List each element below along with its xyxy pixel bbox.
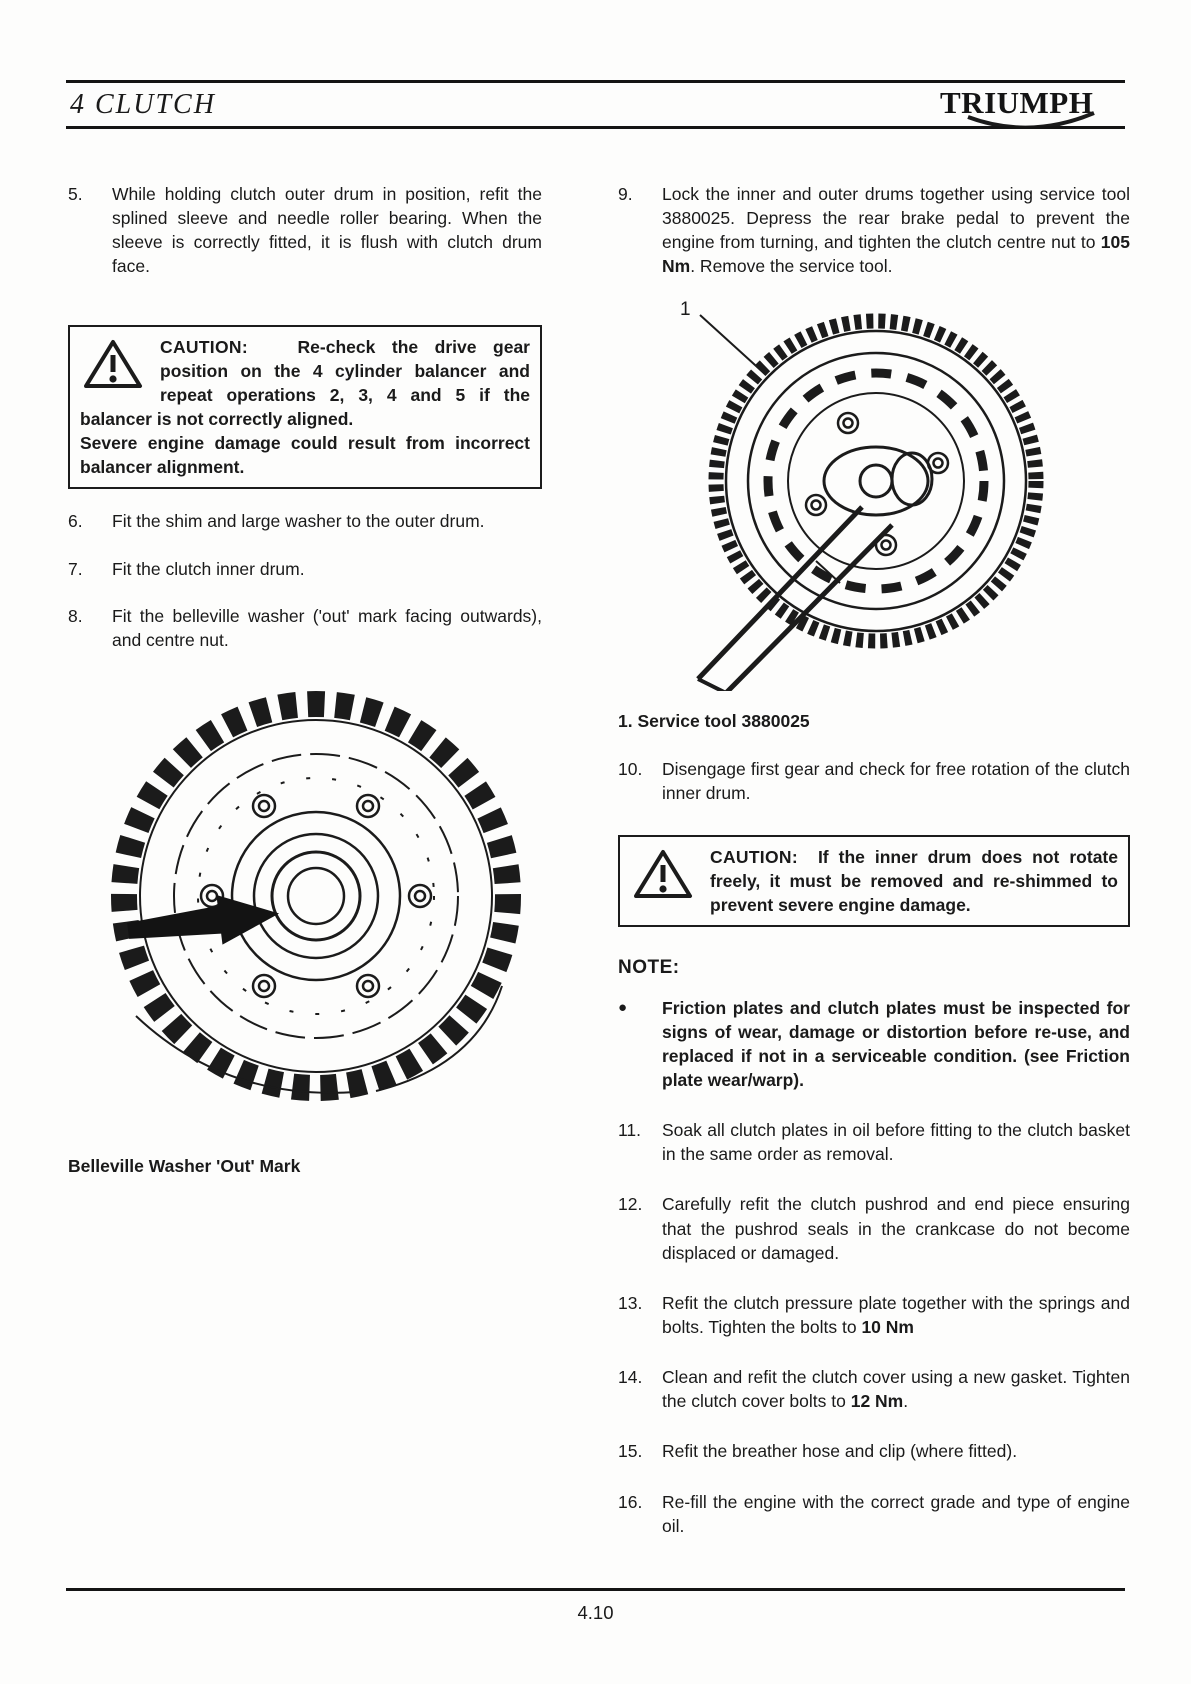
step-6 [68,509,542,533]
caution-text [630,845,1118,917]
page-title: 4 CLUTCH [70,89,216,120]
step-12 [618,1192,1130,1264]
caution-body: If the inner drum does not rotate freely, it must be removed and re-shimmed to prevent severe engine damage. [710,846,1118,916]
figure-caption-service-tool: 1. Service tool 3880025 [618,710,810,731]
caution-label: CAUTION: [710,846,798,867]
torque-value: 10 Nm [861,1317,914,1338]
step-text: Disengage first gear and check for free rotation of the clutch inner drum. [662,758,1130,803]
left-column [68,182,542,1178]
step-11 [618,1118,1130,1166]
step-10 [618,757,1130,805]
caution-body: Re-check the drive gear position on the 4 cylinder balancer and repeat operations 2, 3, 4 and 5 if the balancer is not correctly aligned. [80,336,530,429]
step-16 [618,1490,1130,1538]
step-15 [618,1439,1130,1463]
step-text: Refit the breather hose and clip (where fitted). [662,1441,1018,1462]
step-8 [68,604,542,652]
step-9 [618,182,1130,279]
torque-value: 105 Nm [662,232,1130,277]
step-text-post: . [903,1391,909,1412]
caution-label: CAUTION: [160,336,248,357]
step-7 [68,557,542,581]
step-number: 12. [618,1194,643,1215]
right-column [618,182,1130,1538]
step-number: 5. [68,184,83,204]
step-5 [68,182,542,279]
note-text: Friction plates and clutch plates must be inspected for signs of wear, damage or distortion before re-use, and replaced if not in a serviceable condition. (see Friction plate wear/warp). [662,997,1130,1091]
step-number: 6. [68,511,83,532]
step-number: 10. [618,758,643,779]
service-tool-illustration [618,293,1130,691]
step-number: 9. [618,184,633,204]
step-text-pre: Clean and refit the clutch cover using a new gasket. Tighten the clutch cover bolts to [662,1367,1130,1412]
step-number: 16. [618,1491,643,1512]
clutch-drum-illustration [68,668,542,1128]
caution-box-inner-drum [618,835,1130,927]
caution-text-2: Severe engine damage could result from incorrect balancer alignment. [80,433,530,478]
step-text-pre: Refit the clutch pressure plate together with the springs and bolts. Tighten the bolts to [662,1292,1130,1338]
step-text: Fit the clutch inner drum. [112,558,305,579]
step-text [662,1291,1130,1339]
step-text: Re-fill the engine with the correct grade and type of engine oil. [662,1491,1130,1536]
direction-arrow-icon [125,888,282,956]
caution-box-balancer [68,325,542,490]
warning-triangle-icon [632,847,694,901]
step-text: Soak all clutch plates in oil before fitting to the clutch basket in the same order as removal. [662,1120,1130,1165]
step-text-post: . Remove the service tool. [690,256,893,277]
torque-value: 12 Nm [850,1391,904,1412]
note-bullet [618,996,1130,1093]
header-rule-bottom [66,126,1125,129]
step-number: 14. [618,1367,643,1388]
caution-text [80,335,530,432]
step-14 [618,1365,1130,1413]
triumph-logo [938,82,1123,128]
step-text: Fit the shim and large washer to the outer drum. [112,511,485,532]
warning-triangle-icon [82,337,144,391]
figure-callout-1: 1 [680,298,691,320]
page-number: 4.10 [577,1602,614,1623]
footer-rule [66,1588,1125,1591]
step-text: Fit the belleville washer ('out' mark facing outwards), and centre nut. [112,605,542,650]
triumph-logo-text: TRIUMPH [940,85,1094,120]
step-number: 15. [618,1441,643,1462]
step-text-pre: Lock the inner and outer drums together using service tool 3880025. Depress the rear brake pedal to prevent the engine from turning, and tighten the clutch centre nut to [662,184,1130,253]
figure-caption-belleville: Belleville Washer 'Out' Mark [68,1155,301,1176]
step-number: 8. [68,605,83,626]
step-number: 11. [618,1120,642,1141]
step-number: 13. [618,1292,643,1313]
step-text [662,182,1130,279]
step-text: While holding clutch outer drum in position, refit the splined sleeve and needle roller bearing. When the sleeve is correctly fitted, it is flush with clutch drum face. [112,184,542,277]
note-heading: NOTE: [618,957,680,979]
step-13 [618,1291,1130,1339]
step-text [662,1365,1130,1413]
step-number: 7. [68,558,83,579]
bullet-icon: ● [618,998,628,1016]
step-text: Carefully refit the clutch pushrod and end piece ensuring that the pushrod seals in the crankcase do not become displaced or damaged. [662,1194,1130,1263]
